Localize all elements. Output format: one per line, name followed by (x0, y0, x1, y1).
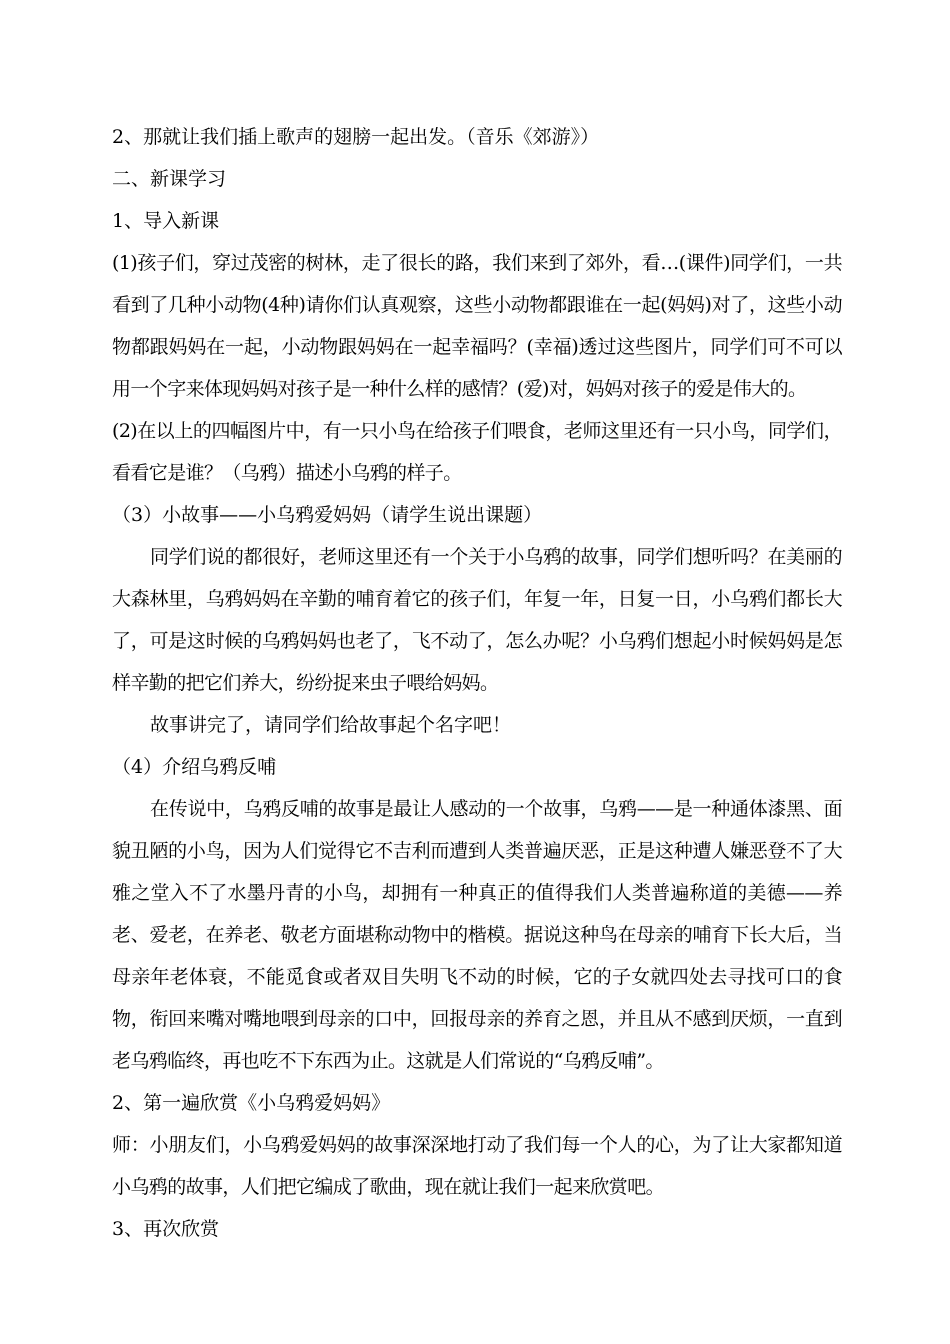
paragraph-music-intro: 2、那就让我们插上歌声的翅膀一起出发。（音乐《郊游》） (112, 126, 600, 148)
paragraph-item-2: (2)在以上的四幅图片中，有一只小鸟在给孩子们喂食，老师这里还有一只小鸟，同学们，看看它是谁？（乌鸦）描述小乌鸦的样子。 (112, 420, 842, 484)
heading-introduce-lesson: 1、导入新课 (112, 210, 220, 232)
paragraph-item-1: (1)孩子们，穿过茂密的树林，走了很长的路，我们来到了郊外，看…(课件)同学们，一共看到了几种小动物(4种)请你们认真观察，这些小动物都跟谁在一起(妈妈)对了，这些小动物都跟妈妈在一起，小动物跟妈妈在一起幸福吗？(幸福)透过这些图片，同学们可不可以用一个字来体现妈妈对孩子是一种什么样的感情？(爱)对，妈妈对孩子的爱是伟大的。 (112, 252, 842, 400)
paragraph-story: 同学们说的都很好，老师这里还有一个关于小乌鸦的故事，同学们想听吗？在美丽的大森林里，乌鸦妈妈在辛勤的哺育着它的孩子们，年复一年，日复一日，小乌鸦们都长大了，可是这时候的乌鸦妈妈也老了，飞不动了，怎么办呢？小乌鸦们想起小时候妈妈是怎样辛勤的把它们养大，纷纷捉来虫子喂给妈妈。 (112, 546, 842, 694)
heading-listen-again: 3、再次欣赏 (112, 1218, 220, 1240)
paragraph-legend: 在传说中，乌鸦反哺的故事是最让人感动的一个故事，乌鸦——是一种通体漆黑、面貌丑陋的小鸟，因为人们觉得它不吉利而遭到人类普遍厌恶，正是这种遭人嫌恶登不了大雅之堂入不了水墨丹青的小鸟，却拥有一种真正的值得我们人类普遍称道的美德——养老、爱老，在养老、敬老方面堪称动物中的楷模。据说这种鸟在母亲的哺育下长大后，当母亲年老体衰，不能觅食或者双目失明飞不动的时候，它的子女就四处去寻找可口的食物，衔回来嘴对嘴地喂到母亲的口中，回报母亲的养育之恩，并且从不感到厌烦，一直到老乌鸦临终，再也吃不下东西为止。这就是人们常说的“乌鸦反哺”。 (112, 798, 842, 1072)
document-body (112, 116, 842, 1250)
paragraph-teacher: 师：小朋友们，小乌鸦爱妈妈的故事深深地打动了我们每一个人的心，为了让大家都知道小乌鸦的故事，人们把它编成了歌曲，现在就让我们一起来欣赏吧。 (112, 1134, 842, 1198)
paragraph-item-3-title: （3）小故事——小乌鸦爱妈妈（请学生说出课题） (112, 504, 543, 526)
heading-first-listen: 2、第一遍欣赏《小乌鸦爱妈妈》 (112, 1092, 391, 1114)
paragraph-story-end: 故事讲完了，请同学们给故事起个名字吧！ (150, 714, 512, 736)
heading-new-lesson: 二、新课学习 (112, 168, 227, 190)
paragraph-item-4-title: （4）介绍乌鸦反哺 (112, 756, 277, 778)
